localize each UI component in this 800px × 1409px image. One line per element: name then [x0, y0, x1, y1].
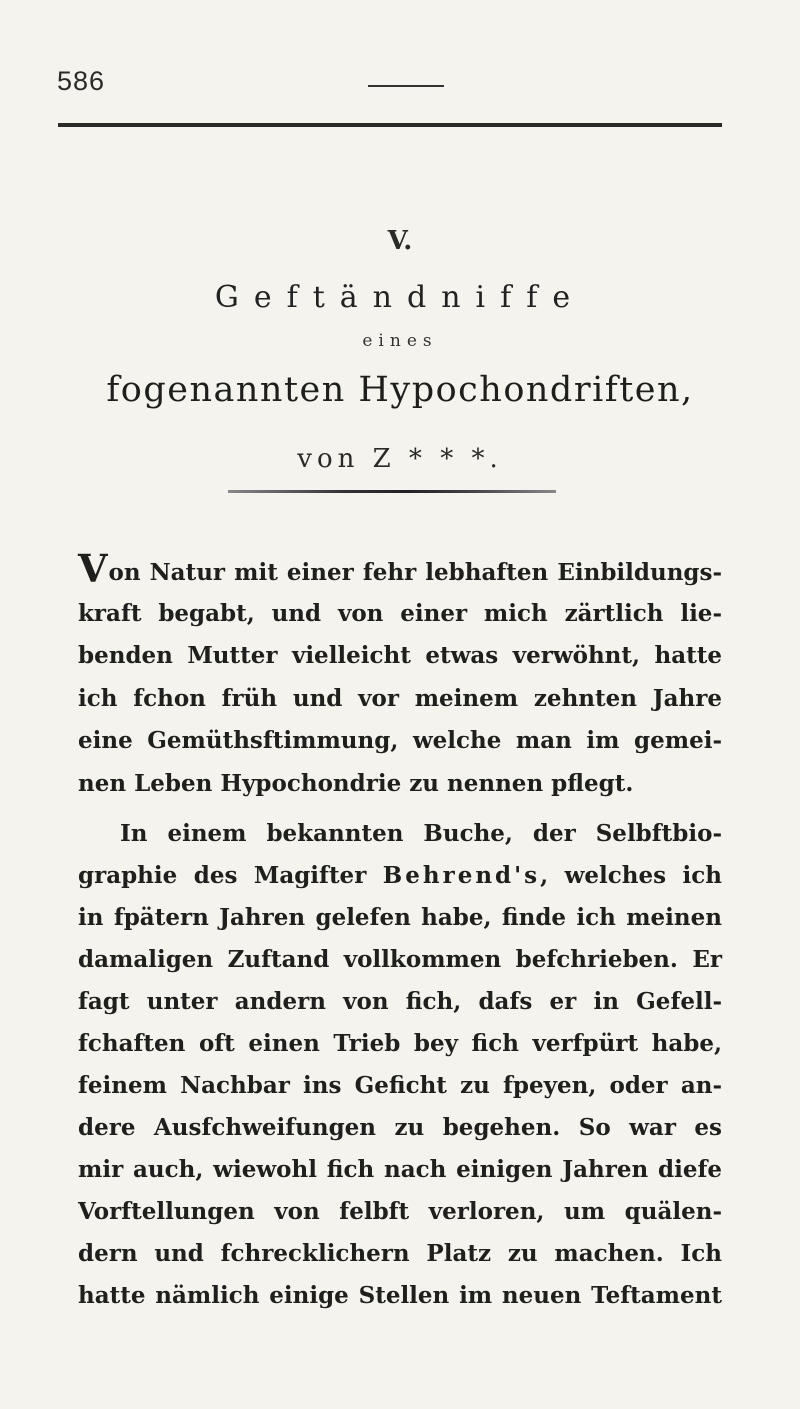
- text-line: fagt unter andern von fich, dafs er in Gefell-: [78, 988, 722, 1015]
- text-line: In einem bekannten Buche, der Selbftbio-: [120, 820, 722, 847]
- text-line: [78, 855, 722, 897]
- paragraph-2: [78, 813, 722, 1317]
- text-line: dern und fchrecklichern Platz zu machen. Ich: [78, 1240, 722, 1267]
- text-line: nen Leben Hypochondrie zu nennen pflegt.: [78, 769, 634, 797]
- text-line: mir auch, wiewohl fich nach einigen Jahren diefe: [78, 1156, 722, 1183]
- title-line-3: fogenannten Hypochondriften,: [106, 370, 694, 410]
- text-line: in fpätern Jahren gelefen habe, finde ich meinen: [78, 904, 722, 931]
- text-line: dere Ausfchweifungen zu begehen. So war es: [78, 1114, 722, 1141]
- text-line: [78, 546, 722, 593]
- title-rule: [228, 490, 556, 493]
- paragraph-1: [78, 546, 722, 805]
- text-line: ich fchon früh und vor meinem zehnten Jahre: [78, 684, 722, 712]
- title-line-2: eines: [362, 331, 438, 351]
- text-line: feinem Nachbar ins Geficht zu fpeyen, oder an-: [78, 1072, 722, 1099]
- page-number: 586: [57, 66, 106, 96]
- text-segment: graphie des Magifter: [78, 862, 383, 889]
- spaced-name: Behrend's: [382, 862, 541, 889]
- top-rule: [58, 123, 722, 127]
- text-line: kraft begabt, und von einer mich zärtlich lie-: [78, 599, 722, 627]
- text-segment: , welches ich: [540, 862, 722, 889]
- title-line-1: Geftändniffe: [214, 280, 586, 315]
- drop-cap: V: [78, 546, 108, 591]
- text-segment: on Natur mit einer fehr lebhaften Einbildungs-: [108, 559, 722, 586]
- header-dash: [368, 85, 444, 87]
- text-line: Vorftellungen von felbft verloren, um quälen-: [78, 1198, 722, 1225]
- text-line: fchaften oft einen Trieb bey fich verfpürt habe,: [78, 1030, 722, 1057]
- author-line: von Z * * *.: [297, 444, 503, 474]
- text-line: eine Gemüthsftimmung, welche man im gemei-: [78, 727, 722, 754]
- section-number: V.: [387, 226, 413, 256]
- text-line: hatte nämlich einige Stellen im neuen Teftament: [78, 1282, 722, 1309]
- text-line: damaligen Zuftand vollkommen befchrieben. Er: [78, 946, 722, 973]
- text-line: benden Mutter vielleicht etwas verwöhnt, hatte: [78, 642, 722, 669]
